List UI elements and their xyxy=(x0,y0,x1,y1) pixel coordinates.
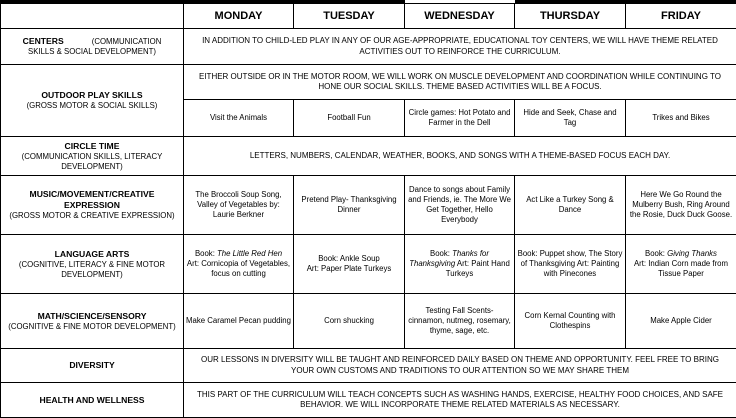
language-friday-book-title: Giving Thanks xyxy=(667,249,717,258)
language-tuesday-art: Art: Paper Plate Turkeys xyxy=(307,264,392,273)
language-friday xyxy=(626,235,736,294)
curriculum-table xyxy=(0,3,736,418)
label-language-arts xyxy=(1,235,184,294)
language-monday-book-title: The Little Red Hen xyxy=(217,249,282,258)
music-friday: Here We Go Round the Mulberry Bush, Ring Around the Rosie, Duck Duck Goose. xyxy=(626,176,736,235)
circle-subtitle: (COMMUNICATION SKILLS, LITERACY DEVELOPMENT) xyxy=(4,152,180,172)
math-tuesday: Corn shucking xyxy=(294,294,405,349)
language-wednesday-art: Art: Paint Hand Turkeys xyxy=(446,259,510,278)
math-friday: Make Apple Cider xyxy=(626,294,736,349)
day-header-tuesday: TUESDAY xyxy=(294,4,405,29)
corner-cell xyxy=(1,4,184,29)
day-header-row xyxy=(1,4,736,29)
language-tuesday-book: Book: Ankle Soup xyxy=(318,254,380,263)
language-wednesday-book-prefix: Book: xyxy=(430,249,452,258)
centers-text: IN ADDITION TO CHILD-LED PLAY IN ANY OF OUR AGE-APPROPRIATE, EDUCATIONAL TOY CENTERS, WE WILL HAVE THEME RELATED ACTIVITIES OUT TO REINFORCE THE CURRICULUM. xyxy=(184,29,736,65)
diversity-text: OUR LESSONS IN DIVERSITY WILL BE TAUGHT AND REINFORCED DAILY BASED ON THEME AND OPPORTUNITY. FEEL FREE TO BRING YOUR OWN CUSTOMS AND TRADITIONS TO OUR ATTENTION SO WE MAY SHARE THEM xyxy=(184,349,736,383)
outdoor-title: OUTDOOR PLAY SKILLS xyxy=(4,90,180,101)
diversity-title: DIVERSITY xyxy=(4,360,180,371)
music-thursday: Act Like a Turkey Song & Dance xyxy=(515,176,626,235)
music-monday: The Broccoli Soup Song, Valley of Vegetables by: Laurie Berkner xyxy=(184,176,294,235)
language-wednesday-book-title-1: Thanks for xyxy=(452,249,489,258)
math-title: MATH/SCIENCE/SENSORY xyxy=(4,311,180,322)
label-centers xyxy=(1,29,184,65)
day-header-wednesday: WEDNESDAY xyxy=(405,4,515,29)
outdoor-wednesday: Circle games: Hot Potato and Farmer in the Dell xyxy=(405,100,515,137)
row-health xyxy=(1,383,736,418)
health-title: HEALTH AND WELLNESS xyxy=(4,395,180,406)
circle-text: LETTERS, NUMBERS, CALENDAR, WEATHER, BOOKS, AND SONGS WITH A THEME-BASED FOCUS EACH DAY. xyxy=(184,137,736,176)
day-header-friday: FRIDAY xyxy=(626,4,736,29)
music-wednesday: Dance to songs about Family and Friends, ie. The More We Get Together, Hello Everybody xyxy=(405,176,515,235)
label-health xyxy=(1,383,184,418)
day-header-monday: MONDAY xyxy=(184,4,294,29)
math-thursday: Corn Kernal Counting with Clothespins xyxy=(515,294,626,349)
language-friday-art: Art: Indian Corn made from Tissue Paper xyxy=(634,259,728,278)
music-subtitle: (GROSS MOTOR & CREATIVE EXPRESSION) xyxy=(4,211,180,221)
language-monday xyxy=(184,235,294,294)
circle-title: CIRCLE TIME xyxy=(4,141,180,152)
day-header-thursday: THURSDAY xyxy=(515,4,626,29)
language-thursday: Book: Puppet show, The Story of Thanksgiving Art: Painting with Pinecones xyxy=(515,235,626,294)
music-title: MUSIC/MOVEMENT/CREATIVE EXPRESSION xyxy=(4,189,180,211)
health-text: THIS PART OF THE CURRICULUM WILL TEACH CONCEPTS SUCH AS WASHING HANDS, EXERCISE, HEALTHY FOOD CHOICES, AND SAFE BEHAVIOR. WE WILL INCORPORATE THEME RELATED MATERIALS AS NECESSARY. xyxy=(184,383,736,418)
centers-title: CENTERS xyxy=(23,36,64,46)
language-monday-art: Art: Cornicopia of Vegetables, focus on cutting xyxy=(187,259,290,278)
row-circle-time xyxy=(1,137,736,176)
row-outdoor-top xyxy=(1,65,736,100)
row-math-science xyxy=(1,294,736,349)
language-tuesday xyxy=(294,235,405,294)
label-outdoor xyxy=(1,65,184,137)
label-circle-time xyxy=(1,137,184,176)
label-diversity xyxy=(1,349,184,383)
outdoor-monday: Visit the Animals xyxy=(184,100,294,137)
row-diversity xyxy=(1,349,736,383)
row-centers xyxy=(1,29,736,65)
language-friday-book-prefix: Book: xyxy=(645,249,667,258)
language-subtitle: (COGNITIVE, LITERACY & FINE MOTOR DEVELOPMENT) xyxy=(4,260,180,280)
centers-subtitle-part1: (COMMUNICATION xyxy=(64,37,162,46)
centers-subtitle-part2: SKILLS & SOCIAL DEVELOPMENT) xyxy=(28,47,156,56)
language-title: LANGUAGE ARTS xyxy=(4,249,180,260)
language-wednesday-book-title-2: Thanksgiving xyxy=(409,259,455,268)
label-math-science xyxy=(1,294,184,349)
outdoor-friday: Trikes and Bikes xyxy=(626,100,736,137)
math-wednesday: Testing Fall Scents- cinnamon, nutmeg, rosemary, thyme, sage, etc. xyxy=(405,294,515,349)
math-subtitle: (COGNITIVE & FINE MOTOR DEVELOPMENT) xyxy=(4,322,180,332)
label-music xyxy=(1,176,184,235)
row-music xyxy=(1,176,736,235)
outdoor-tuesday: Football Fun xyxy=(294,100,405,137)
music-tuesday: Pretend Play- Thanksgiving Dinner xyxy=(294,176,405,235)
outdoor-subtitle: (GROSS MOTOR & SOCIAL SKILLS) xyxy=(4,101,180,111)
math-monday: Make Caramel Pecan pudding xyxy=(184,294,294,349)
language-wednesday xyxy=(405,235,515,294)
outdoor-thursday: Hide and Seek, Chase and Tag xyxy=(515,100,626,137)
language-monday-book-prefix: Book: xyxy=(195,249,217,258)
outdoor-text: EITHER OUTSIDE OR IN THE MOTOR ROOM, WE WILL WORK ON MUSCLE DEVELOPMENT AND COORDINATION WHILE CONTINUING TO HONE OUR SOCIAL SKILLS. THEME BASED ACTIVITIES WILL BE A FOCUS. xyxy=(184,65,736,100)
row-language-arts xyxy=(1,235,736,294)
